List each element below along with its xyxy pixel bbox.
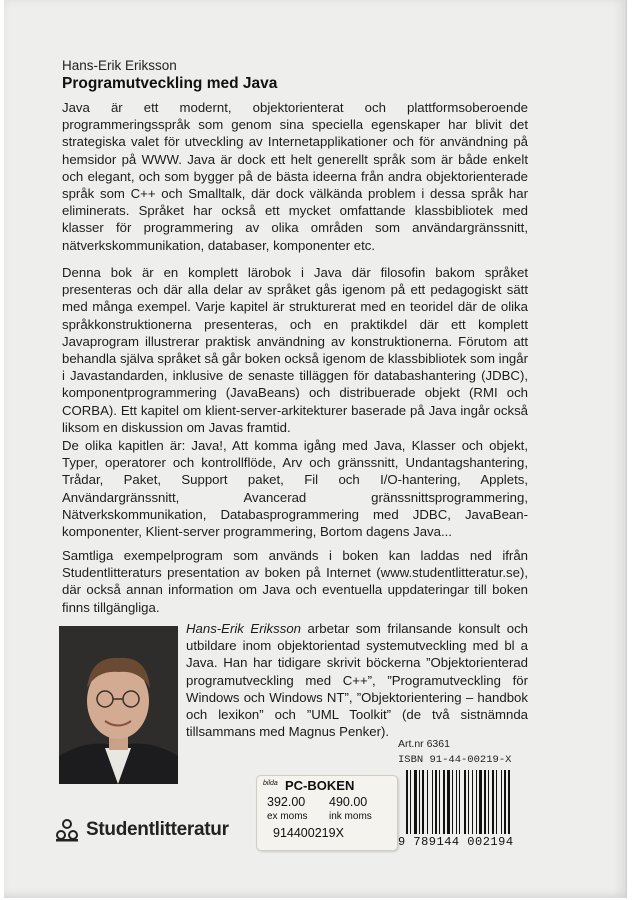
description-paragraph-2: Denna bok är en komplett lärobok i Java där filosofin bakom språket presenteras och där alla delar av språket gås igenom på ett pedagogiskt sätt med många exempel. Varje kapitel är strukturerat med en teoridel där de olika språkkonstruktionerna presenteras, och en praktikdel där ett komplett Javaprogram illustrerar praktisk användning av konstruktionerna. Förutom att behandla själva språket så går boken också igenom de klassbibliotek som ingår i Javastandarden, inklusive de senaste tilläggen för databashantering (JDBC), komponentprogrammering (JavaBeans) och distribuerade objekt (RMI och CORBA). Ett kapitel om klient-server-arkitekturer baserade på Java ingår också liksom en diskussion om Javas framtid. — [62, 265, 528, 435]
barcode-bar — [488, 770, 489, 834]
barcode-bar — [439, 770, 440, 834]
author-bio — [186, 620, 528, 740]
price-ex-moms: 392.00 — [267, 795, 306, 809]
barcode — [402, 770, 534, 838]
barcode-number: 9 789144 002194 — [398, 835, 514, 849]
barcode-bar — [410, 770, 411, 834]
price-ink-moms: 490.00 — [329, 795, 368, 809]
barcode-bar — [464, 770, 466, 834]
barcode-bar — [459, 770, 460, 834]
article-number: Art.nr 6361 — [398, 738, 450, 750]
publisher-logo — [54, 815, 229, 845]
chapter-list-paragraph: De olika kapitlen är: Java!, Att komma igång med Java, Klasser och objekt, Typer, operatorer och kontrollflöde, Arv och gränssnitt, Undantagshantering, Trådar, Paket, Support paket, Fil och I/O-hantering, Applets, Användargränssnitt, Avancerad gränssnittsprogrammering, Nätverkskommunikation, Databasprogrammering med JDBC, JavaBean-komponenter, Klient-server programmering, Bortom dagens Java... — [62, 438, 528, 540]
barcode-bar — [432, 770, 433, 834]
bio-author-name: Hans-Erik Eriksson — [186, 621, 302, 636]
barcode-bar — [406, 770, 408, 834]
publisher-logo-icon — [54, 817, 80, 843]
description-paragraph-1: Java är ett modernt, objektorienterat och plattformsoberoende programmeringsspråk som genom sina speciella egenskaper har blivit det strategiska valet för utveckling av Internetapplikationer och för användning på hemsidor på WWW. Java är dock ett helt generellt språk som är både enkelt och elegant, och som bygger på de bästa ideerna från andra objektorienterade språk som C++ och Smalltalk, där dock välkända problem i dessa språk har eliminerats. Språket har också ett mycket omfattande klassbibliotek med klasser för programmering av olika områden som användargränssnitt, nätverkskommunikation, databaser, komponenter etc. — [62, 100, 528, 253]
author-photo — [59, 626, 178, 784]
barcode-bar — [452, 770, 453, 834]
sticker-code: 914400219X — [273, 826, 344, 840]
barcode-bar — [501, 770, 502, 834]
label-ink-moms: ink moms — [329, 811, 372, 822]
barcode-bar — [447, 770, 450, 834]
barcode-bar — [476, 770, 477, 834]
barcode-bar — [456, 770, 457, 834]
barcode-bar — [484, 770, 486, 834]
barcode-bar — [479, 770, 482, 834]
sticker-logo: bilda — [263, 780, 278, 787]
isbn: ISBN 91-44-00219-X — [398, 754, 512, 766]
barcode-bar — [419, 770, 420, 834]
sticker-header: PC-BOKEN — [285, 778, 355, 793]
barcode-bar — [443, 770, 445, 834]
barcode-bar — [504, 770, 506, 834]
author-name: Hans-Erik Eriksson — [62, 58, 177, 73]
barcode-bar — [435, 770, 437, 834]
label-ex-moms: ex moms — [267, 811, 308, 822]
bio-text: arbetar som frilansande konsult och utbildare inom objektorientad systemutveckling med bl a Java. Han har tidigare skrivit böckerna ”Objektorienterad programutveckling med C++”, ”Programutveckling för Windows och Windows NT”, ”Objektorientering – handbok och lexikon” och ”UML Toolkit” (de två sistnämnda tillsammans med Magnus Penker). — [186, 621, 529, 740]
barcode-bar — [414, 770, 417, 834]
barcode-bar — [472, 770, 473, 834]
barcode-bar — [468, 770, 469, 834]
barcode-bar — [508, 770, 510, 834]
book-back-cover — [4, 0, 627, 898]
barcode-bar — [422, 770, 424, 834]
barcode-bar — [496, 770, 497, 834]
barcode-bar — [492, 770, 494, 834]
publisher-name: Studentlitteratur — [86, 819, 229, 840]
barcode-bar — [427, 770, 428, 834]
price-sticker — [256, 775, 398, 851]
download-info-paragraph: Samtliga exempelprogram som används i boken kan laddas ned ifrån Studentlitteraturs presentation av boken på Internet (www.studentlitteratur.se), där också annan information om Java och eventuella uppdateringar till boken finns tillgängliga. — [62, 548, 528, 615]
book-title: Programutveckling med Java — [62, 75, 278, 92]
